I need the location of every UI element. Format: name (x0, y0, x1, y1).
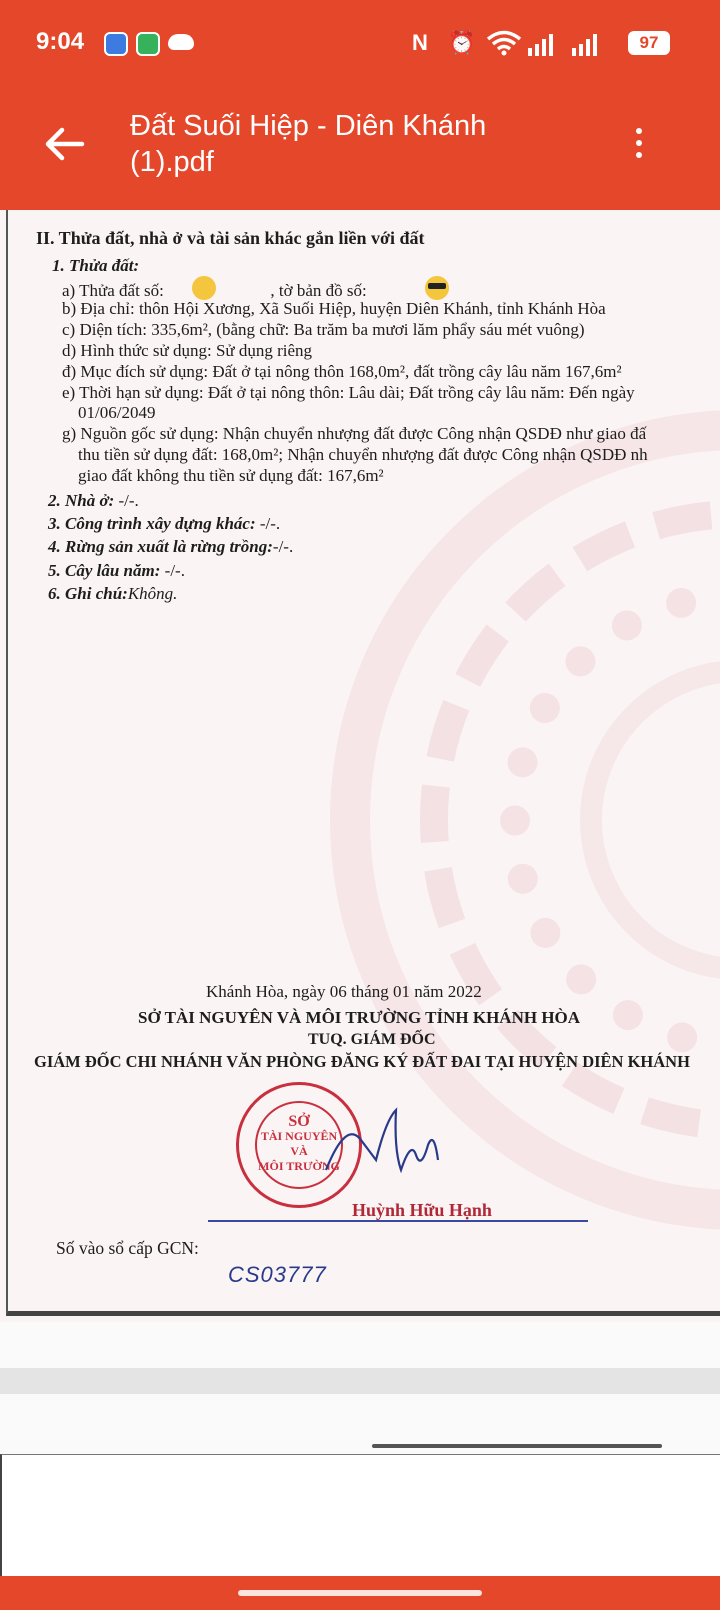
arrow-left-icon (40, 120, 88, 168)
more-options-button[interactable] (634, 128, 644, 162)
director-title: GIÁM ĐỐC CHI NHÁNH VĂN PHÒNG ĐĂNG KÝ ĐẤT ĐAI TẠI HUYỆN DIÊN KHÁNH (34, 1052, 690, 1071)
title-line-1: Đất Suối Hiệp - Diên Khánh (130, 110, 487, 142)
usage-term-line: e) Thời hạn sử dụng: Đất ở tại nông thôn: Lâu dài; Đất trồng cây lâu năm: Đến ngày (62, 383, 635, 402)
item-note: 6. Ghi chú:Không. (48, 584, 178, 603)
signature-line (208, 1220, 588, 1222)
origin-line-1: g) Nguồn gốc sử dụng: Nhận chuyển nhượng đất được Công nhận QSDĐ như giao đấ (62, 424, 647, 443)
section-heading: II. Thửa đất, nhà ở và tài sản khác gắn liền với đất (36, 228, 425, 248)
more-vertical-icon (636, 128, 642, 134)
signal-icon (528, 32, 553, 56)
next-pdf-page[interactable] (0, 1454, 720, 1576)
land-heading: 1. Thửa đất: (52, 256, 140, 275)
usage-form-line: d) Hình thức sử dụng: Sử dụng riêng (62, 341, 313, 360)
item-other-works: 3. Công trình xây dựng khác: -/-. (48, 514, 281, 533)
gcn-number: CS03777 (228, 1262, 327, 1287)
cloud-icon (168, 34, 194, 50)
gcn-label: Số vào sổ cấp GCN: (56, 1238, 199, 1258)
app-bar (0, 0, 720, 210)
smiley-sticker-icon (192, 276, 216, 300)
parcel-number-line: a) Thửa đất số: , tờ bản đồ số: (62, 276, 449, 302)
item-house: 2. Nhà ở: -/-. (48, 491, 139, 510)
usage-purpose-line: đ) Mục đích sử dụng: Đất ở tại nông thôn 168,0m², đất trồng cây lâu năm 167,6m² (62, 362, 622, 381)
signer-name: Huỳnh Hữu Hạnh (352, 1200, 492, 1220)
item-forest: 4. Rừng sản xuất là rừng trồng:-/-. (48, 537, 294, 556)
app-icon (136, 32, 160, 56)
home-indicator[interactable] (238, 1590, 482, 1596)
sunglasses-sticker-icon (425, 276, 449, 300)
battery-icon: 97 (628, 31, 670, 55)
status-bar (0, 24, 720, 64)
usage-term-date: 01/06/2049 (78, 403, 156, 422)
messenger-icon (104, 32, 128, 56)
tuq-label: TUQ. GIÁM ĐỐC (308, 1031, 436, 1048)
signal-icon (572, 32, 597, 56)
alarm-icon: ⏰ (448, 30, 476, 55)
address-line: b) Địa chỉ: thôn Hội Xương, Xã Suối Hiệp, huyện Diên Khánh, tỉnh Khánh Hòa (62, 299, 606, 318)
page-separator (0, 1368, 720, 1394)
area-line: c) Diện tích: 335,6m², (bằng chữ: Ba trăm ba mươi lăm phẩy sáu mét vuông) (62, 320, 585, 339)
back-button[interactable] (40, 120, 88, 168)
origin-line-2: thu tiền sử dụng đất: 168,0m²; Nhận chuyển nhượng đất được Công nhận QSDĐ nh (78, 445, 648, 464)
signature-image (316, 1100, 446, 1190)
document-title (130, 108, 630, 180)
official-stamp: SỞ TÀI NGUYÊN VÀ MÔI TRƯỜNG (236, 1082, 362, 1208)
item-perennial: 5. Cây lâu năm: -/-. (48, 561, 185, 580)
agency-name: SỞ TÀI NGUYÊN VÀ MÔI TRƯỜNG TỈNH KHÁNH HÒA (138, 1008, 581, 1027)
nfc-icon: N (412, 30, 428, 55)
origin-line-3: giao đất không thu tiền sử dụng đất: 167,6m² (78, 466, 384, 485)
title-line-2: (1).pdf (130, 146, 214, 178)
wifi-icon (486, 30, 522, 56)
issue-date: Khánh Hòa, ngày 06 tháng 01 năm 2022 (206, 982, 482, 1001)
status-time: 9:04 (36, 28, 85, 55)
